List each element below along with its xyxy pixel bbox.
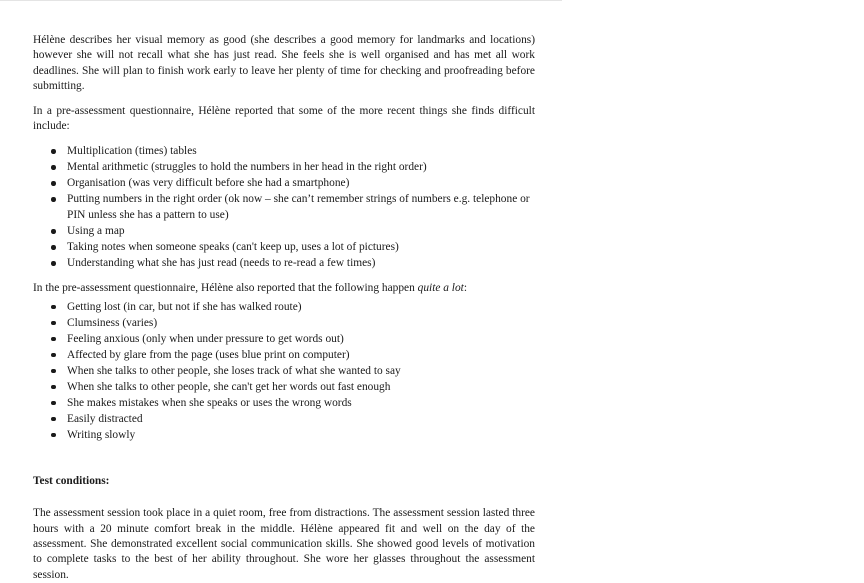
list-item: Organisation (was very difficult before she had a smartphone) [67, 175, 535, 191]
list-item: Using a map [67, 223, 535, 239]
intro-lead-text: In the pre-assessment questionnaire, Hélène also reported that the following happen [33, 282, 418, 295]
document-body [33, 33, 535, 583]
list-item: Affected by glare from the page (uses blue print on computer) [67, 347, 535, 363]
test-conditions-paragraph: The assessment session took place in a quiet room, free from distractions. The assessment session lasted three hours with a 20 minute comfort break in the middle. Hélène appeared fit and well on the day of the assessment. She demonstrated excellent social communication skills. She showed good levels of motivation to complete tasks to the best of her ability throughout. She wore her glasses throughout the assessment session. [33, 507, 535, 581]
page-top-edge [0, 0, 562, 1]
list-item: Clumsiness (varies) [67, 315, 535, 331]
list-item: Getting lost (in car, but not if she has walked route) [67, 299, 535, 315]
list-item: Easily distracted [67, 411, 535, 427]
list-item: Understanding what she has just read (needs to re-read a few times) [67, 255, 535, 271]
emphasis-text: quite a lot [417, 282, 464, 295]
frequent-experiences-intro [33, 281, 535, 296]
intro-end-text: : [463, 282, 468, 295]
visual-memory-paragraph: Hélène describes her visual memory as good (she describes a good memory for landmarks and locations) however she will not recall what she has just read. She feels she is well organised and has met all work deadlines. She will plan to finish work early to leave her plenty of time for checking and proofreading before submitting. [33, 34, 535, 93]
list-item: When she talks to other people, she can't get her words out fast enough [67, 379, 535, 395]
list-item: Taking notes when someone speaks (can't keep up, uses a lot of pictures) [67, 239, 535, 255]
list-item: Mental arithmetic (struggles to hold the numbers in her head in the right order) [67, 159, 535, 175]
list-item: She makes mistakes when she speaks or uses the wrong words [67, 395, 535, 411]
list-item: Writing slowly [67, 427, 535, 443]
difficulties-list [33, 143, 535, 271]
questionnaire-intro-paragraph: In a pre-assessment questionnaire, Hélène reported that some of the more recent things she finds difficult include: [33, 104, 535, 133]
list-item: Putting numbers in the right order (ok now – she can’t remember strings of numbers e.g. telephone or PIN unless she has a pattern to use) [67, 191, 535, 223]
list-item: Multiplication (times) tables [67, 143, 535, 159]
list-item: Feeling anxious (only when under pressure to get words out) [67, 331, 535, 347]
frequent-experiences-list [33, 299, 535, 443]
test-conditions-heading: Test conditions: [33, 474, 110, 487]
list-item: When she talks to other people, she loses track of what she wanted to say [67, 363, 535, 379]
